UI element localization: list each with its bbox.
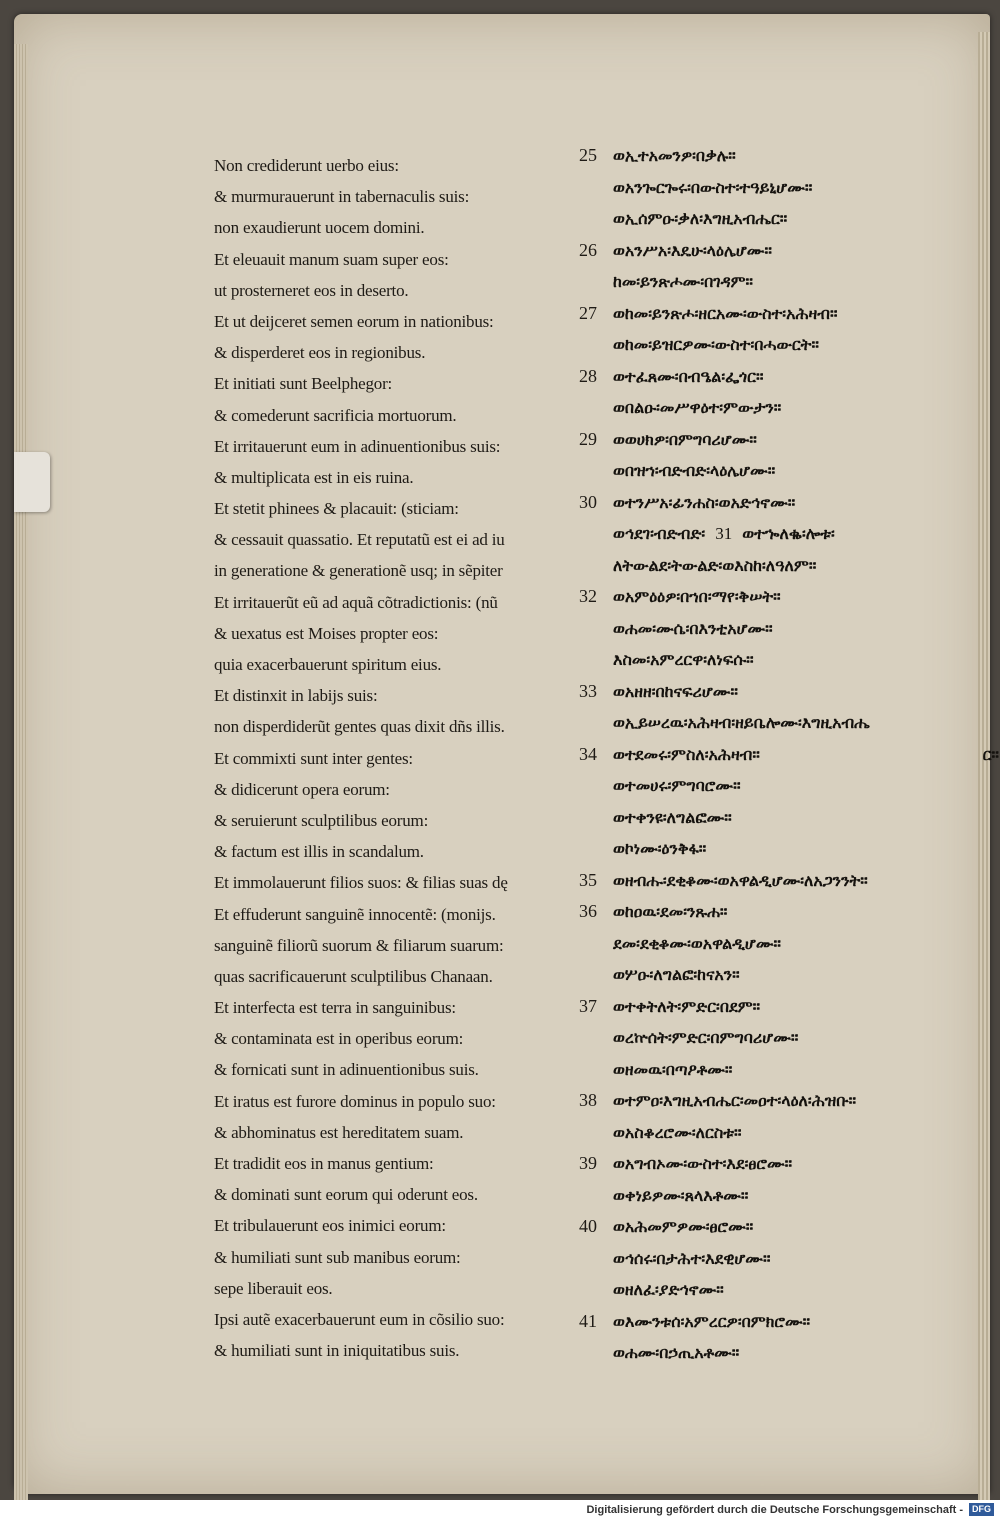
verse-number: 37	[579, 995, 597, 1016]
latin-line: Et tribulauerunt eos inimici eorum:	[214, 1216, 446, 1236]
ethiopic-line	[579, 707, 999, 739]
ethiopic-line	[579, 266, 999, 298]
latin-line: & contaminata est in operibus eorum:	[214, 1029, 464, 1049]
ethiopic-line	[579, 361, 999, 393]
latin-line: Et irritauerũt eũ ad aquã cõtradictionis: (nũ	[214, 592, 498, 612]
ethiopic-line	[579, 518, 999, 550]
latin-line: ut prosterneret eos in deserto.	[214, 280, 409, 300]
ethiopic-verse-text: ወኢሰምዑ፡ቃለ፡እግዚአብሔር።	[613, 209, 788, 228]
ethiopic-line	[579, 613, 999, 645]
ethiopic-line	[579, 140, 999, 172]
latin-line: & humiliati sunt sub manibus eorum:	[214, 1247, 461, 1267]
ethiopic-verse-text: ወአስቆረሮሙ፡ለርስቱ።	[613, 1122, 742, 1142]
ethiopic-verse-text: ወተደመሩ፡ምስለ፡አሕዛብ።	[613, 744, 760, 764]
ethiopic-verse-text: እስመ፡አምረርዋ፡ለነፍሱ።	[613, 650, 754, 669]
ethiopic-line	[579, 1211, 999, 1243]
ethiopic-verse-text: ወሦዑ፡ለግልፎ፡ከናአን።	[613, 965, 740, 984]
ethiopic-line	[579, 991, 999, 1023]
inline-verse-number: 31	[715, 524, 733, 543]
verse-number: 34	[579, 743, 597, 764]
ethiopic-verse-text: ወተቀትለት፡ምድር፡በደም።	[613, 996, 761, 1016]
latin-line: Et tradidit eos in manus gentium:	[214, 1154, 434, 1173]
ethiopic-line	[579, 802, 999, 834]
ethiopic-line	[579, 487, 999, 519]
latin-line: in generatione & generationẽ usq; in sẽpiter	[214, 561, 503, 581]
ethiopic-verse-text: ወኢይሠረዉ፡አሕዛብ፡ዘይቤሎሙ፡እግዚአብሔ	[613, 713, 870, 732]
ethiopic-verse-text: ወሐሙ፡በኃጢአቶሙ።	[613, 1343, 740, 1362]
verse-number: 26	[579, 239, 597, 260]
latin-line: & abhominatus est hereditatem suam.	[214, 1122, 464, 1142]
ethiopic-line	[579, 676, 999, 708]
verse-number: 28	[579, 365, 597, 386]
book-page	[14, 14, 999, 1494]
ethiopic-line	[579, 203, 999, 235]
ethiopic-verse-text: ወተምዐ፡እግዚአብሔር፡መዐተ፡ላዕለ፡ሕዝቡ።	[613, 1091, 857, 1110]
ethiopic-line	[579, 298, 999, 330]
verse-number: 30	[579, 491, 597, 512]
dfg-logo: DFG	[969, 1503, 994, 1516]
ethiopic-line	[579, 928, 999, 960]
ethiopic-verse-text: ወኮነሙ፡ዕንቅፋ።	[613, 839, 707, 858]
latin-line: & cessauit quassatio. Et reputatũ est ei ad iu	[214, 530, 505, 550]
verse-number: 33	[579, 680, 597, 701]
ethiopic-verse-text: ወዘመዉ፡በጣዖቶሙ።	[613, 1059, 733, 1079]
latin-line: Et iratus est furore dominus in populo suo:	[214, 1091, 496, 1111]
ethiopic-line	[579, 644, 999, 676]
ethiopic-verse-text: ወኅሰሩ፡በታሕተ፡እደዊሆሙ።	[613, 1248, 771, 1268]
verse-number: 40	[579, 1216, 597, 1236]
ethiopic-verse-text: ወአንሥአ፡እዴሁ፡ላዕሌሆሙ።	[613, 240, 772, 260]
ethiopic-verse-text: ወአንጐርጐሩ፡በውስተ፡ተዓይኒሆሙ።	[613, 177, 813, 197]
ethiopic-verse-text: ወተመሀሩ፡ምግባሮሙ።	[613, 776, 741, 795]
ethiopic-line	[579, 959, 999, 991]
ethiopic-verse-text: ወተቀንዩ፡ለግልፎሙ።	[613, 807, 732, 827]
ethiopic-verse-text: ወከመ፡ይዝርዎሙ፡ውስተ፡በሓውርት።	[613, 335, 819, 354]
ethiopic-line	[579, 865, 999, 897]
latin-line: Et eleuauit manum suam super eos:	[214, 249, 449, 269]
ethiopic-verse-text: ወበዝኀ፡ብድብድ፡ላዕሌሆሙ።	[613, 461, 776, 480]
verse-number: 36	[579, 901, 597, 921]
ethiopic-line	[579, 1085, 999, 1117]
ethiopic-verse-text: ወረኵሰት፡ምድር፡በምግባሪሆሙ።	[613, 1028, 799, 1047]
ethiopic-line-tail: ወተኈለቈ፡ሎቱ፡	[742, 524, 835, 543]
ethiopic-verse-text: ለትውልደ፡ትውልድ፡ወእስከ፡ለዓለም።	[613, 555, 817, 575]
latin-line: & murmurauerunt in tabernaculis suis:	[214, 187, 470, 207]
ethiopic-line	[579, 1274, 999, 1306]
latin-line: Et ut deijceret semen eorum in nationibus:	[214, 311, 494, 331]
ethiopic-line	[579, 1337, 999, 1369]
ethiopic-verse-text: ወአዘዘ፡በከናፍሪሆሙ።	[613, 681, 738, 701]
verse-number: 32	[579, 586, 597, 606]
latin-line: & comederunt sacrificia mortuorum.	[214, 405, 457, 425]
ethiopic-line	[579, 1180, 999, 1212]
ethiopic-verse-text: ወተንሥአ፡ፊንሐስ፡ወአድኅኖሙ።	[613, 492, 796, 512]
verse-number: 41	[579, 1310, 597, 1331]
latin-line: non disperdiderũt gentes quas dixit dñs illis.	[214, 717, 505, 737]
latin-line: sanguinẽ filiorũ suorum & filiarum suarum:	[214, 935, 504, 955]
latin-line: & uexatus est Moises propter eos:	[214, 623, 439, 643]
ethiopic-line	[579, 172, 999, 204]
ethiopic-verse-text: ወበልዑ፡መሥዋዕተ፡ምውታን።	[613, 398, 782, 417]
verse-number: 38	[579, 1090, 597, 1110]
ethiopic-verse-text: ወእሙንቱሰ፡አምረርዎ፡በምክሮሙ።	[613, 1311, 811, 1331]
ethiopic-line	[579, 739, 999, 771]
ethiopic-verse-text: ወአሕመምዎሙ፡ፀሮሙ።	[613, 1217, 754, 1236]
page-clip	[14, 452, 50, 512]
latin-line: & dominati sunt eorum qui oderunt eos.	[214, 1185, 478, 1205]
ethiopic-line	[579, 1054, 999, 1086]
ethiopic-verse-text: ወከዐዉ፡ደመ፡ንጹሐ።	[613, 902, 728, 921]
ethiopic-verse-text: ደመ፡ደቂቆሙ፡ወአዋልዲሆሙ።	[613, 933, 782, 953]
latin-line: & seruierunt sculptilibus eorum:	[214, 810, 429, 830]
latin-line: Et interfecta est terra in sanguinibus:	[214, 998, 456, 1018]
ethiopic-line	[579, 581, 999, 613]
verse-number: 29	[579, 428, 597, 449]
ethiopic-line	[579, 1148, 999, 1180]
ethiopic-verse-text: ከመ፡ይንጽሖሙ፡በገዳም።	[613, 272, 754, 291]
latin-line: & disperderet eos in regionibus.	[214, 343, 426, 363]
verse-number: 27	[579, 302, 597, 323]
verse-number: 25	[579, 145, 597, 165]
ethiopic-verse-text: ወኢተአመንዎ፡በቃሉ።	[613, 146, 736, 165]
ethiopic-verse-text: ወዘለፈ፡ያድኅኖሙ።	[613, 1280, 724, 1299]
ethiopic-line	[579, 1243, 999, 1275]
ethiopic-line	[579, 1022, 999, 1054]
latin-line: Et immolauerunt filios suos: & filias suas dę	[214, 873, 508, 893]
ethiopic-line	[579, 1117, 999, 1149]
page-edge-left	[14, 44, 28, 1500]
ethiopic-line	[579, 833, 999, 865]
ethiopic-verse-text: ወተፈጸሙ፡በብዔል፡ፌጎር።	[613, 366, 764, 386]
latin-line: Et effuderunt sanguinẽ innocentẽ: (monijs.	[214, 904, 496, 924]
latin-line: sepe liberauit eos.	[214, 1278, 333, 1298]
latin-line: non exaudierunt uocem domini.	[214, 218, 425, 238]
ethiopic-line	[579, 455, 999, 487]
ethiopic-line	[579, 1306, 999, 1338]
latin-line: quas sacrificauerunt sculptilibus Chanaan.	[214, 966, 493, 986]
latin-text-column	[214, 150, 569, 1366]
ethiopic-line	[579, 770, 999, 802]
latin-line: quia exacerbauerunt spiritum eius.	[214, 655, 442, 674]
latin-line: Ipsi autẽ exacerbauerunt eum in cõsilio suo:	[214, 1309, 505, 1329]
latin-line: Et commixti sunt inter gentes:	[214, 748, 413, 768]
ethiopic-line	[579, 392, 999, 424]
latin-line: & didicerunt opera eorum:	[214, 779, 390, 799]
ethiopic-verse-text: ወከመ፡ይንጽሖ፡ዘርአሙ፡ውስተ፡አሕዛብ።	[613, 303, 838, 323]
latin-line: Non crediderunt uerbo eius:	[214, 156, 399, 175]
latin-line: Et irritauerunt eum in adinuentionibus suis:	[214, 436, 501, 456]
ethiopic-line-tail: ር።	[982, 744, 999, 764]
ethiopic-verse-text: ወሐመ፡ሙሴ፡በእንቲአሆሙ።	[613, 618, 773, 638]
ethiopic-text-column	[579, 140, 999, 1369]
ethiopic-verse-text: ወኅደገ፡ብድብድ፡	[613, 524, 706, 543]
ethiopic-line	[579, 424, 999, 456]
verse-number: 39	[579, 1153, 597, 1173]
latin-line: & fornicati sunt in adinuentionibus suis.	[214, 1060, 479, 1080]
ethiopic-verse-text: ወወሀክዎ፡በምግባሪሆሙ።	[613, 429, 757, 449]
latin-line: & multiplicata est in eis ruina.	[214, 467, 414, 487]
ethiopic-verse-text: ወቀነይዎሙ፡ጸላእቶሙ።	[613, 1185, 749, 1205]
ethiopic-line	[579, 550, 999, 582]
latin-line: Et initiati sunt Beelphegor:	[214, 374, 393, 394]
verse-number: 35	[579, 869, 597, 890]
latin-line: & humiliati sunt in iniquitatibus suis.	[214, 1341, 460, 1361]
ethiopic-verse-text: ወዘብሑ፡ደቂቆሙ፡ወአዋልዲሆሙ፡ለአጋንንት።	[613, 870, 868, 890]
ethiopic-line	[579, 235, 999, 267]
footer-credit: Digitalisierung gefördert durch die Deutsche Forschungsgemeinschaft -	[586, 1503, 963, 1516]
ethiopic-line	[579, 896, 999, 928]
ethiopic-verse-text: ወአግብኦሙ፡ውስተ፡እደ፡ፀሮሙ።	[613, 1154, 793, 1173]
latin-line: Et stetit phinees & placauit: (sticiam:	[214, 499, 459, 519]
digitization-footer	[0, 1500, 1000, 1519]
ethiopic-verse-text: ወአምዕዕዎ፡በኀበ፡ማየ፡ቅሠት።	[613, 587, 781, 606]
ethiopic-line	[579, 329, 999, 361]
latin-line: & factum est illis in scandalum.	[214, 842, 424, 862]
latin-line: Et distinxit in labijs suis:	[214, 686, 378, 706]
